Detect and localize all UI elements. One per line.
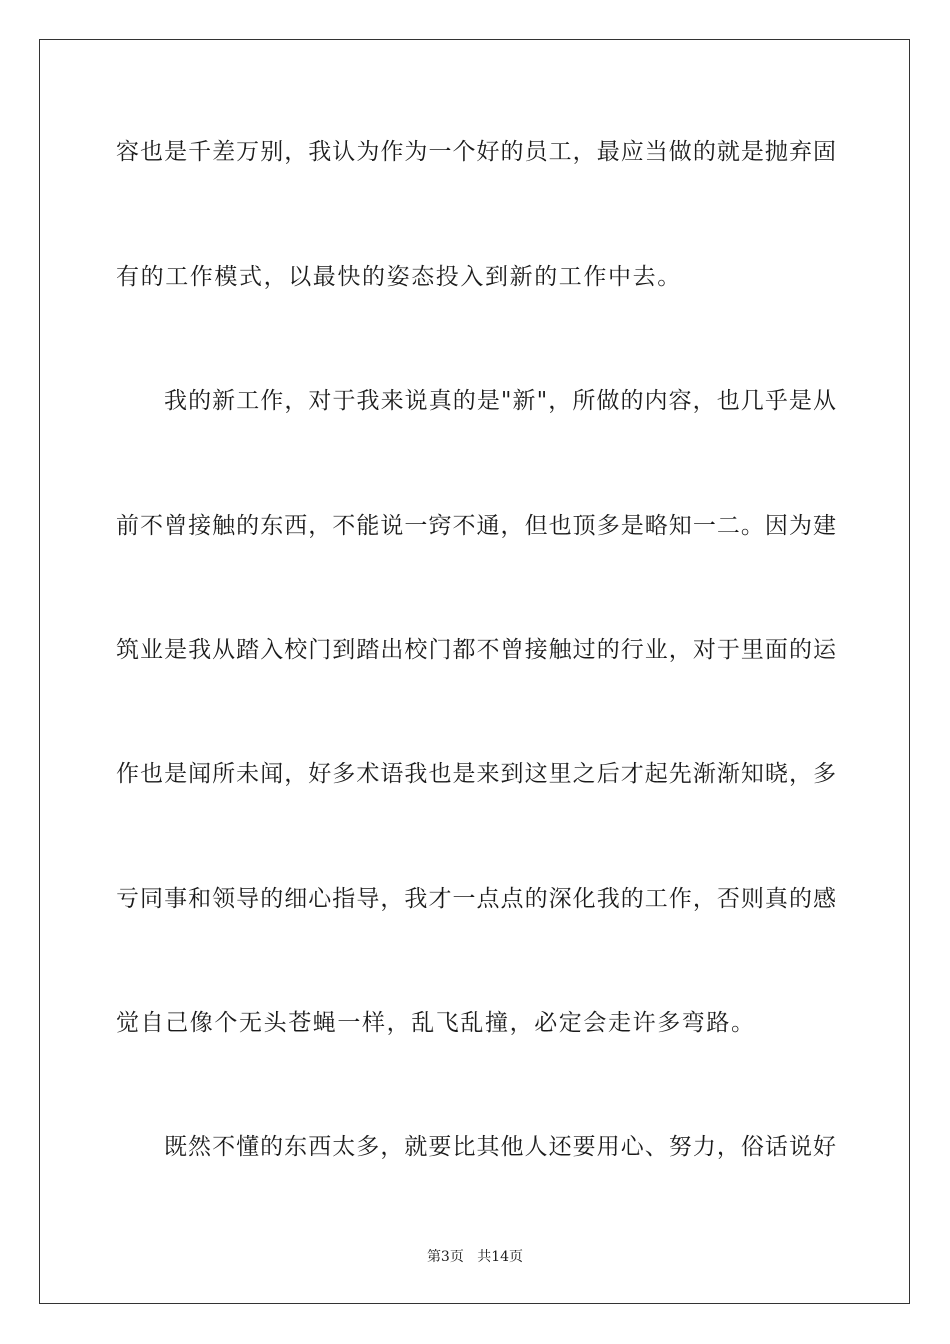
body-line-3: 我的新工作，对于我来说真的是"新"，所做的内容，也几乎是从 — [164, 388, 836, 414]
page-footer — [0, 1246, 950, 1266]
page-number: 第3页 — [426, 1249, 464, 1265]
body-line-8: 觉自己像个无头苍蝇一样，乱飞乱撞，必定会走许多弯路。 — [116, 1010, 756, 1036]
body-line-2: 有的工作模式，以最快的姿态投入到新的工作中去。 — [116, 264, 682, 290]
body-line-7: 亏同事和领导的细心指导，我才一点点的深化我的工作，否则真的感 — [116, 886, 836, 912]
body-line-4: 前不曾接触的东西，不能说一窍不通，但也顶多是略知一二。因为建 — [116, 513, 836, 539]
body-line-5: 筑业是我从踏入校门到踏出校门都不曾接触过的行业，对于里面的运 — [116, 637, 836, 663]
body-line-9: 既然不懂的东西太多，就要比其他人还要用心、努力，俗话说好 — [164, 1134, 836, 1160]
body-line-1: 容也是千差万别，我认为作为一个好的员工，最应当做的就是抛弃固 — [116, 139, 836, 165]
page-total: 共14页 — [477, 1249, 524, 1265]
body-line-6: 作也是闻所未闻，好多术语我也是来到这里之后才起先渐渐知晓，多 — [116, 761, 836, 787]
page-border — [39, 39, 910, 1304]
